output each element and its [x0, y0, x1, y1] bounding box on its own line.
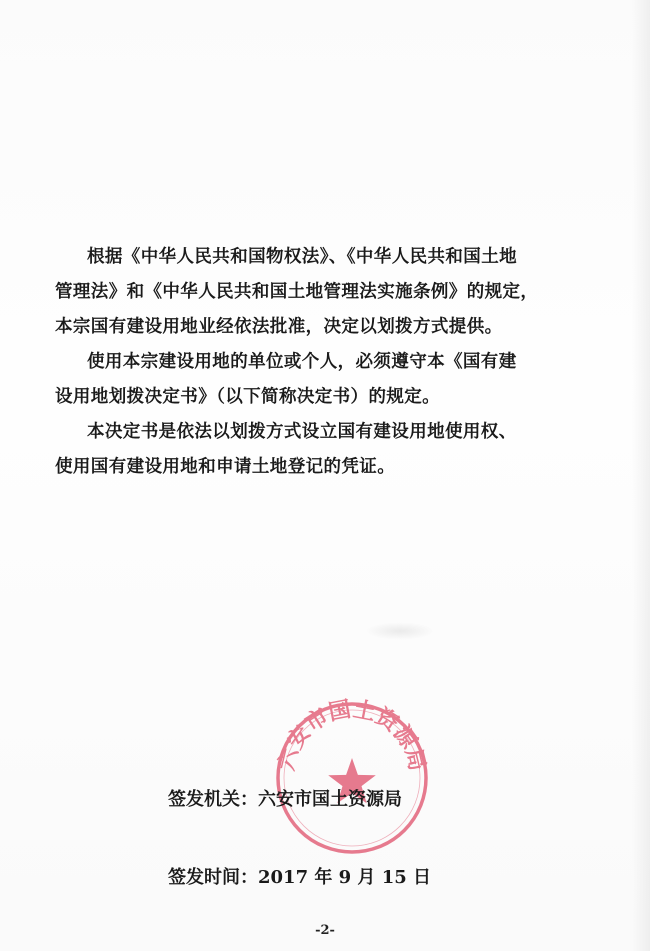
issue-date-line: [168, 863, 431, 889]
page-number: -2-: [315, 923, 335, 938]
paragraph-1-line-3: 本宗国有建设用地业经依法批准，决定以划拨方式提供。: [55, 317, 503, 337]
issuer-label: 签发机关：: [168, 789, 258, 810]
paragraph-2-line-1: 使用本宗建设用地的单位或个人，必须遵守本《国有建: [87, 352, 517, 372]
issuer-line: [168, 785, 402, 811]
paragraph-3-line-2: 使用国有建设用地和申请土地登记的凭证。: [55, 457, 396, 477]
issuer-value: 六安市国土资源局: [258, 789, 402, 810]
scan-smudge: [365, 622, 435, 640]
issue-date-label: 签发时间：: [168, 867, 258, 888]
paragraph-1-line-1: 根据《中华人民共和国物权法》、《中华人民共和国土地: [87, 247, 517, 267]
paragraph-3-line-1: 本决定书是依法以划拨方式设立国有建设用地使用权、: [87, 422, 517, 442]
body-text: [55, 240, 575, 485]
official-seal: [272, 698, 432, 858]
scan-edge-shadow: [632, 0, 650, 951]
issue-date-value: 2017 年 9 月 15 日: [258, 867, 432, 888]
paragraph-2-line-2: 设用地划拨决定书》（以下简称决定书）的规定。: [55, 387, 441, 407]
paragraph-1-line-2: 管理法》和《中华人民共和国土地管理法实施条例》的规定，: [55, 282, 539, 302]
seal-text: 六安市国土资源局: [274, 698, 430, 774]
